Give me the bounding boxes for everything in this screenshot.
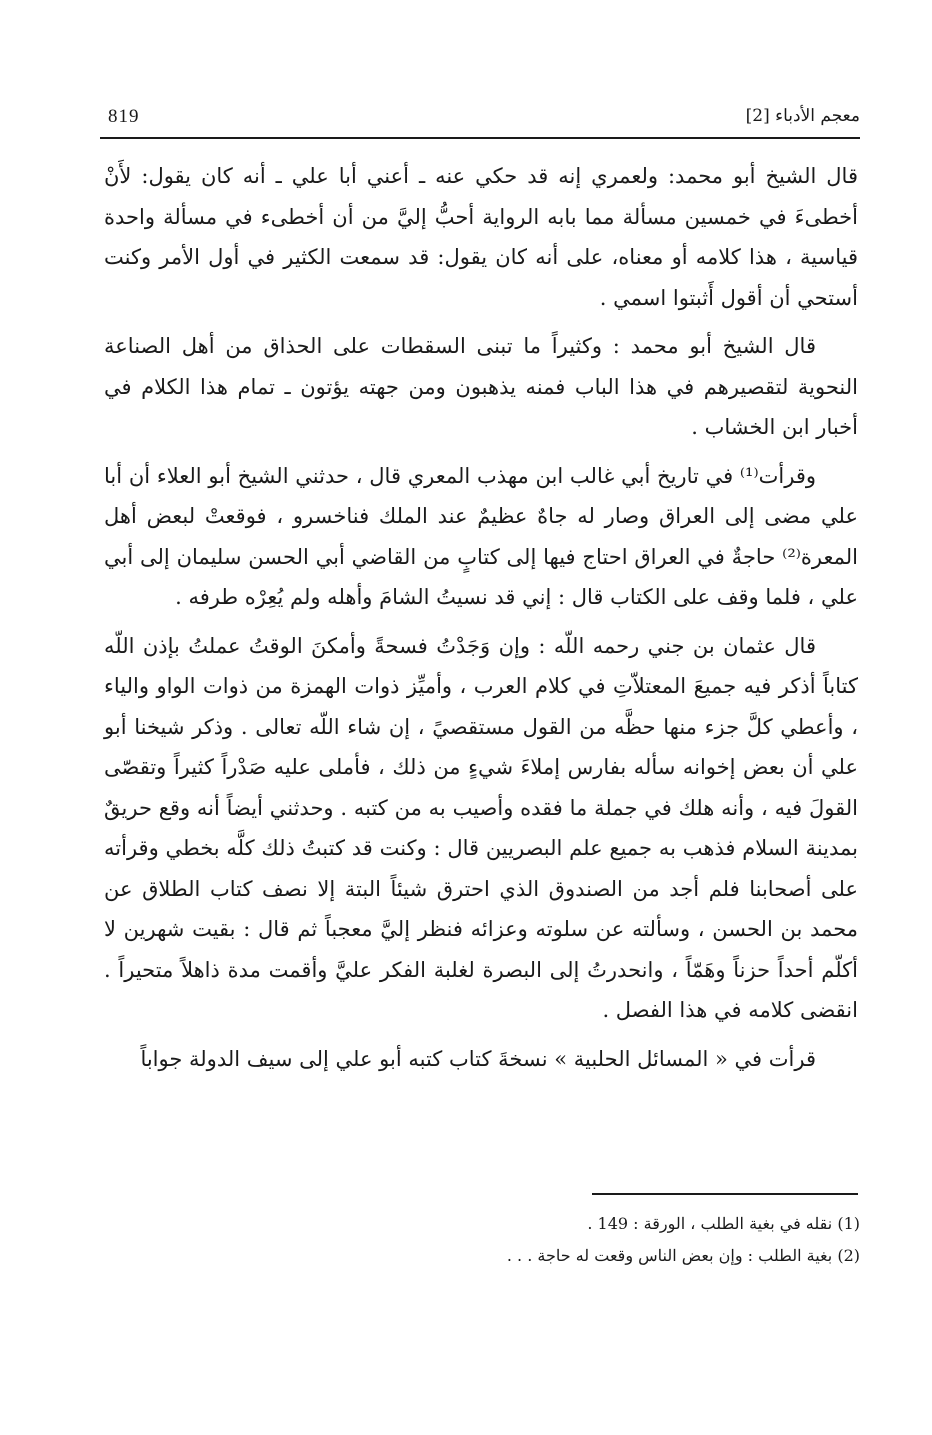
- page-number: 819: [108, 106, 140, 127]
- footnote-2: (2) بغية الطلب : وإن بعض الناس وقعت له حاجة . . .: [506, 1246, 860, 1265]
- footnote-rule: [592, 1193, 858, 1195]
- footnotes: [300, 1208, 860, 1272]
- paragraph-1: قال الشيخ أبو محمد: ولعمري إنه قد حكي عنه ـ أعني أبا علي ـ أنه كان يقول: لأَنْ أخطىءَ في خمسين مسألة مما بابه الرواية أحبُّ إليَّ من أن أخطىء في مسألة واحدة قياسية ، هذا كلامه أو معناه، على أنه كان يقول: قد سمعت الكثير في أول الأمر وكنت أستحي أن أقول أَثبتوا اسمي .: [104, 164, 858, 310]
- footnote-1: (1) نقله في بغية الطلب ، الورقة : 149 .: [587, 1214, 860, 1233]
- paragraph-4: قال عثمان بن جني رحمه اللّه : وإن وَجَدْتُ فسحةً وأمكنَ الوقتُ عملتُ بإذن اللّه كتاباً أذكر فيه جميعَ المعتلاّتِ في كلام العرب ، وأميِّز ذوات الهمزة من ذوات الواو والياء ، وأعطي كلَّ جزء منها حظَّه من القول مستقصيً ، إن شاء اللّه تعالى . وذكر شيخنا أبو علي أن بعض إخوانه سأله بفارس إملاءَ شيءٍ من ذلك ، فأملى عليه صَدْراً كثيراً وتقصّى القولَ فيه ، وأنه هلك في جملة ما فقده وأصيب به من كتبه . وحدثني أيضاً أنه وقع حريقٌ بمدينة السلام فذهب به جميع علم البصريين قال : وكنت قد كتبتُ ذلك كلَّه بخطي وقرأته على أصحابنا فلم أجد من الصندوق الذي احترق شيئاً البتة إلا نصف كتاب الطلاق عن محمد بن الحسن ، وسألته عن سلوته وعزائه فنظر إليَّ معجباً ثم قال : بقيت شهرين لا أكلّم أحداً حزناً وهَمّاً ، وانحدرتُ إلى البصرة لغلبة الفكر عليَّ وأقمت مدة ذاهلاً متحيراً . انقضى كلامه في هذا الفصل .: [104, 633, 858, 1022]
- running-title: معجم الأدباء [2]: [745, 106, 860, 126]
- paragraph-5: قرأت في « المسائل الحلبية » نسخةَ كتاب كتبه أبو علي إلى سيف الدولة جواباً: [140, 1046, 816, 1071]
- paragraph-2: قال الشيخ أبو محمد : وكثيراً ما تبنى السقطات على الحذاق من أهل الصناعة النحوية لتقصيرهم في هذا الباب فمنه يذهبون ومن جهته يؤتون ـ تمام هذا الكلام في أخبار ابن الخشاب .: [104, 334, 858, 439]
- body-text: [104, 156, 858, 1087]
- header-rule: [100, 137, 860, 139]
- paragraph-3: وقرأت⁽¹⁾ في تاريخ أبي غالب ابن مهذب المعري قال ، حدثني الشيخ أبو العلاء أن أبا علي مضى إلى العراق وصار له جاهٌ عظيمٌ عند الملك فناخسرو ، فوقعتْ لبعض أهل المعرة⁽²⁾ حاجةٌ في العراق احتاج فيها إلى كتابٍ من القاضي أبي الحسن سليمان إلى أبي علي ، فلما وقف على الكتاب قال : إني قد نسيتُ الشامَ وأهله ولم يُعِرْه طرفه .: [104, 463, 858, 609]
- page-header: [100, 98, 860, 138]
